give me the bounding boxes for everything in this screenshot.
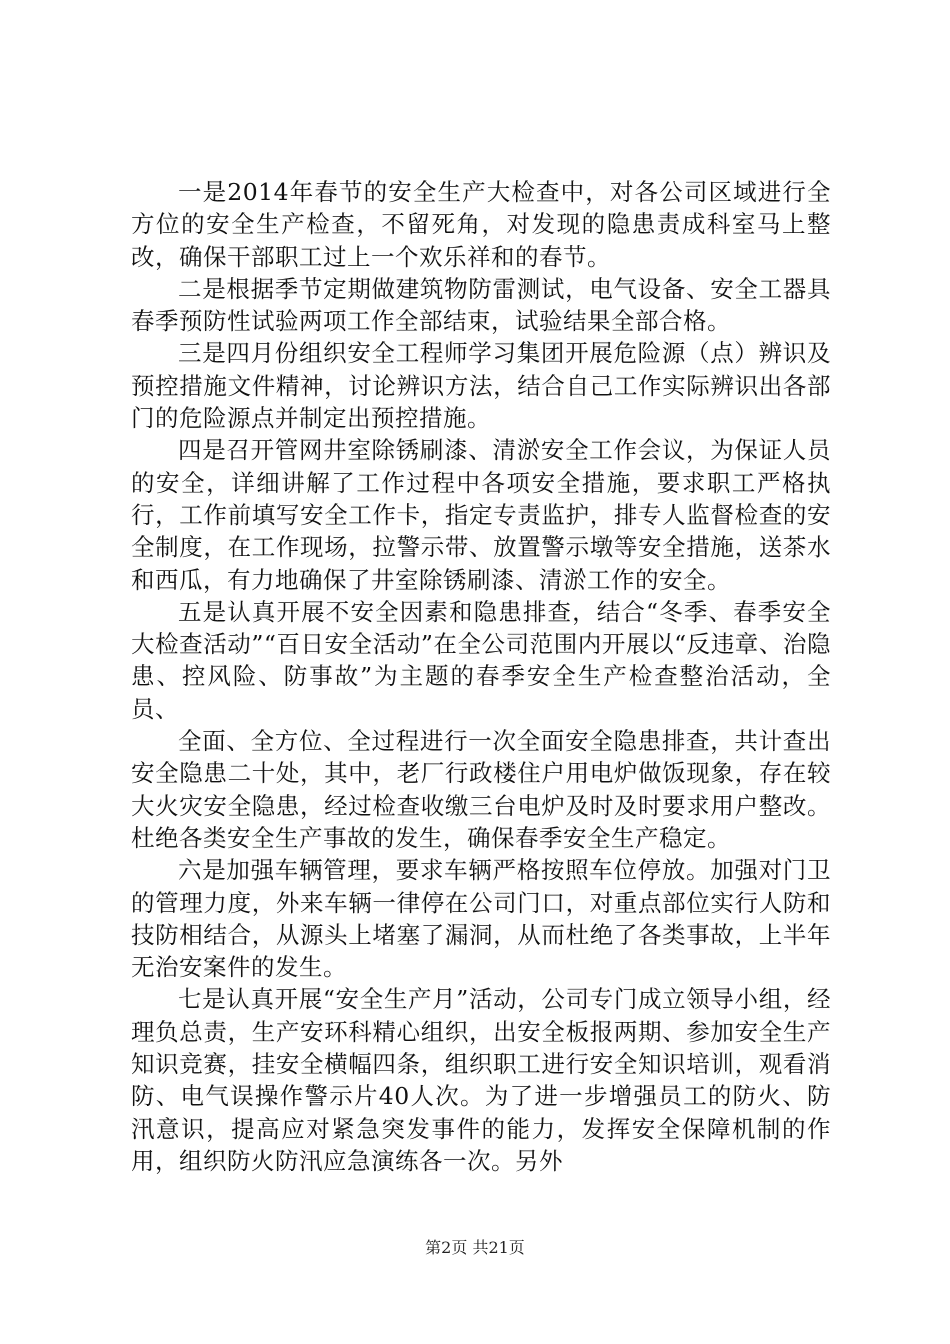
page-number-footer: 第2页 共21页 — [425, 1238, 525, 1257]
paragraph: 二是根据季节定期做建筑物防雷测试，电气设备、安全工器具春季预防性试验两项工作全部结束，试验结果全部合格。 — [131, 274, 831, 336]
paragraph: 四是召开管网井室除锈刷漆、清淤安全工作会议，为保证人员的安全，详细讲解了工作过程中各项安全措施，要求职工严格执行，工作前填写安全工作卡，指定专责监护，排专人监督检查的安全制度，在工作现场，拉警示带、放置警示墩等安全措施，送茶水和西瓜，有力地确保了井室除锈刷漆、清淤工作的安全。 — [131, 436, 831, 594]
document-body — [131, 176, 831, 1177]
paragraph: 七是认真开展“安全生产月”活动，公司专门成立领导小组，经理负总责，生产安环科精心组织，出安全板报两期、参加安全生产知识竞赛，挂安全横幅四条，组织职工进行安全知识培训，观看消防、电气误操作警示片40人次。为了进一步增强员工的防火、防汛意识，提高应对紧急突发事件的能力，发挥安全保障机制的作用，组织防火防汛应急演练各一次。另外 — [131, 985, 831, 1175]
paragraph: 一是2014年春节的安全生产大检查中，对各公司区域进行全方位的安全生产检查，不留死角，对发现的隐患责成科室马上整改，确保干部职工过上一个欢乐祥和的春节。 — [131, 178, 831, 271]
paragraph: 三是四月份组织安全工程师学习集团开展危险源（点）辨识及预控措施文件精神，讨论辨识方法，结合自己工作实际辨识出各部门的危险源点并制定出预控措施。 — [131, 339, 831, 433]
paragraph: 全面、全方位、全过程进行一次全面安全隐患排查，共计查出安全隐患二十处，其中，老厂行政楼住户用电炉做饭现象，存在较大火灾安全隐患，经过检查收缴三台电炉及时及时要求用户整改。杜绝各类安全生产事故的发生，确保春季安全生产稳定。 — [131, 727, 831, 852]
paragraph: 六是加强车辆管理，要求车辆严格按照车位停放。加强对门卫的管理力度，外来车辆一律停在公司门口，对重点部位实行人防和技防相结合，从源头上堵塞了漏洞，从而杜绝了各类事故，上半年无治安案件的发生。 — [131, 856, 831, 982]
paragraph: 五是认真开展不安全因素和隐患排查，结合“冬季、春季安全大检查活动”“百日安全活动”在全公司范围内开展以“反违章、治隐患、控风险、防事故”为主题的春季安全生产检查整治活动，全员、 — [131, 597, 831, 723]
